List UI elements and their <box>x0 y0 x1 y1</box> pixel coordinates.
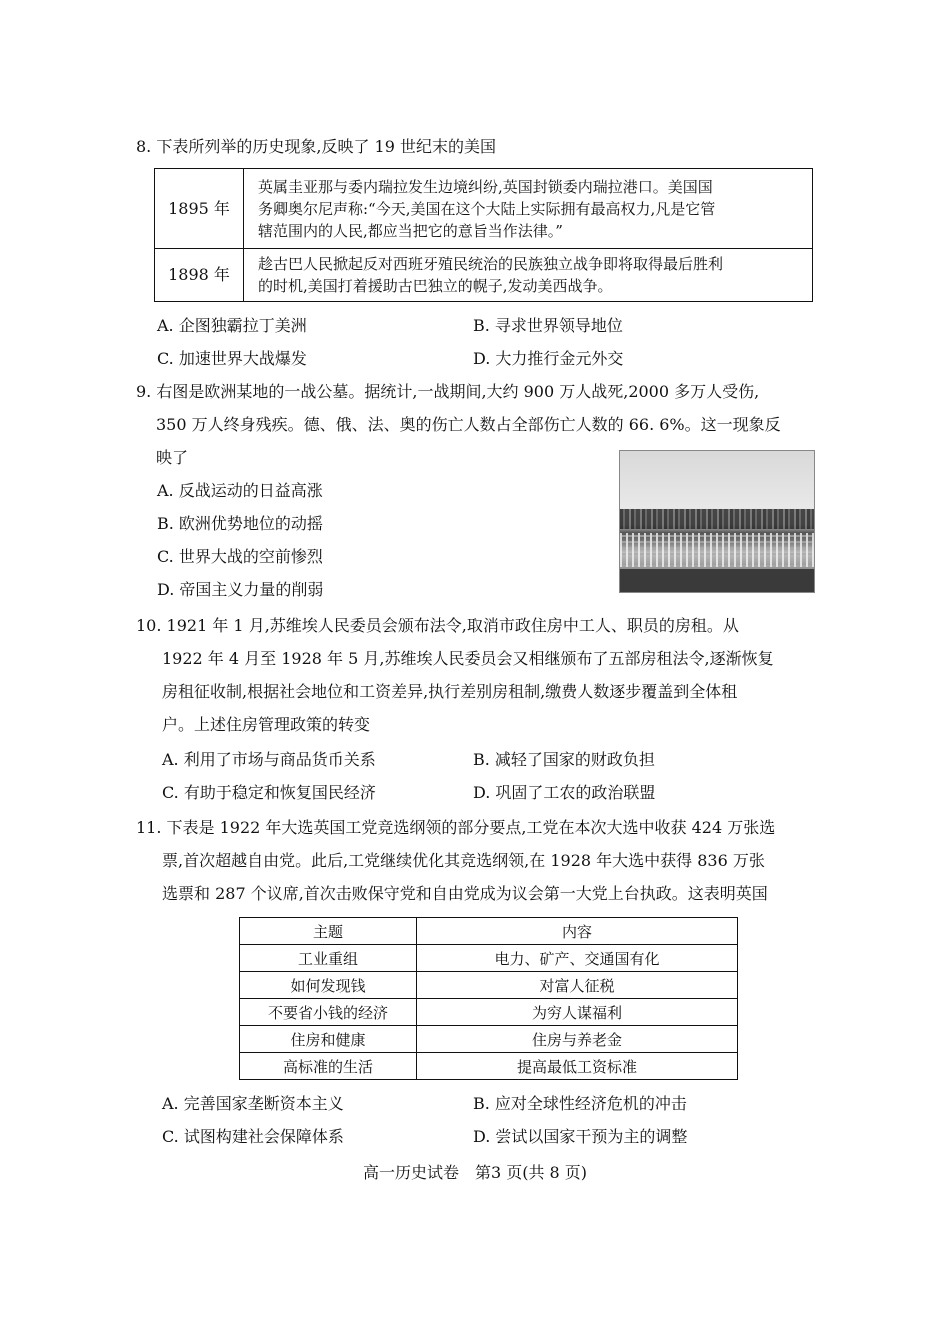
q8-table <box>154 168 813 302</box>
table-row: 工业重组 电力、矿产、交通国有化 <box>240 945 738 972</box>
q8-year-1895: 1895 年 <box>155 169 244 249</box>
q9-stem-line-3: 映了 <box>156 448 189 467</box>
q8-stem: 8. 下表所列举的历史现象,反映了 19 世纪末的美国 <box>136 137 496 156</box>
q10-stem-line-1: 10. 1921 年 1 月,苏维埃人民委员会颁布法令,取消市政住房中工人、职员的房租。从 <box>136 616 739 635</box>
q11-option-c[interactable]: C. 试图构建社会保障体系 <box>162 1127 344 1146</box>
q8-option-b[interactable]: B. 寻求世界领导地位 <box>473 316 623 335</box>
q10-option-a[interactable]: A. 利用了市场与商品货币关系 <box>162 750 376 769</box>
q11-option-b[interactable]: B. 应对全球性经济危机的冲击 <box>473 1094 687 1113</box>
q9-option-a[interactable]: A. 反战运动的日益高涨 <box>157 481 323 500</box>
page-footer: 高一历史试卷 第3 页(共 8 页) <box>362 1163 588 1182</box>
q9-option-c[interactable]: C. 世界大战的空前惨烈 <box>157 547 323 566</box>
q10-option-b[interactable]: B. 减轻了国家的财政负担 <box>473 750 655 769</box>
table-row: 如何发现钱 对富人征税 <box>240 972 738 999</box>
q8-option-a[interactable]: A. 企图独霸拉丁美洲 <box>157 316 307 335</box>
q11-table <box>239 917 738 1080</box>
table-row: 住房和健康 住房与养老金 <box>240 1026 738 1053</box>
q9-option-b[interactable]: B. 欧洲优势地位的动摇 <box>157 514 323 533</box>
q11-option-d[interactable]: D. 尝试以国家干预为主的调整 <box>473 1127 688 1146</box>
photo-tree-line <box>620 509 814 529</box>
q9-option-d[interactable]: D. 帝国主义力量的削弱 <box>157 580 324 599</box>
q11-stem-line-1: 11. 下表是 1922 年大选英国工党竞选纲领的部分要点,工党在本次大选中收获 424 万张选 <box>136 818 776 837</box>
q8-event-1895: 英属圭亚那与委内瑞拉发生边境纠纷,英国封锁委内瑞拉港口。美国国 务卿奥尔尼声称:“今天,美国在这个大陆上实际拥有最高权力,凡是它管 辖范围内的人民,都应当把它的意旨当作法律。” <box>244 169 813 249</box>
q8-year-1898: 1898 年 <box>155 249 244 302</box>
q10-stem-line-4: 户。上述住房管理政策的转变 <box>162 715 371 734</box>
q10-option-d[interactable]: D. 巩固了工农的政治联盟 <box>473 783 656 802</box>
q9-stem-line-2: 350 万人终身残疾。德、俄、法、奥的伤亡人数占全部伤亡人数的 66. 6%。这一现象反 <box>156 415 781 434</box>
table-row: 不要省小钱的经济 为穷人谋福利 <box>240 999 738 1026</box>
q10-stem-line-3: 房租征收制,根据社会地位和工资差异,执行差别房租制,缴费人数逐步覆盖到全体租 <box>162 682 738 701</box>
q8-option-c[interactable]: C. 加速世界大战爆发 <box>157 349 307 368</box>
q10-option-c[interactable]: C. 有助于稳定和恢复国民经济 <box>162 783 376 802</box>
q11-option-a[interactable]: A. 完善国家垄断资本主义 <box>162 1094 344 1113</box>
q11-header-topic: 主题 <box>240 918 417 945</box>
q10-stem-line-2: 1922 年 4 月至 1928 年 5 月,苏维埃人民委员会又相继颁布了五部房租法令,逐渐恢复 <box>162 649 774 668</box>
photo-foreground <box>620 569 814 592</box>
table-row: 高标准的生活 提高最低工资标准 <box>240 1053 738 1080</box>
q11-header-content: 内容 <box>417 918 738 945</box>
q8-option-d[interactable]: D. 大力推行金元外交 <box>473 349 624 368</box>
q8-event-1898: 趁古巴人民掀起反对西班牙殖民统治的民族独立战争即将取得最后胜利 的时机,美国打着援助古巴独立的幌子,发动美西战争。 <box>244 249 813 302</box>
q9-stem-line-1: 9. 右图是欧洲某地的一战公墓。据统计,一战期间,大约 900 万人战死,2000 多万人受伤, <box>136 382 760 401</box>
photo-grave-rows <box>620 533 814 567</box>
q11-stem-line-2: 票,首次超越自由党。此后,工党继续优化其竞选纲领,在 1928 年大选中获得 836 万张 <box>162 851 765 870</box>
q11-stem-line-3: 选票和 287 个议席,首次击败保守党和自由党成为议会第一大党上台执政。这表明英国 <box>162 884 768 903</box>
cemetery-photo <box>619 450 815 593</box>
